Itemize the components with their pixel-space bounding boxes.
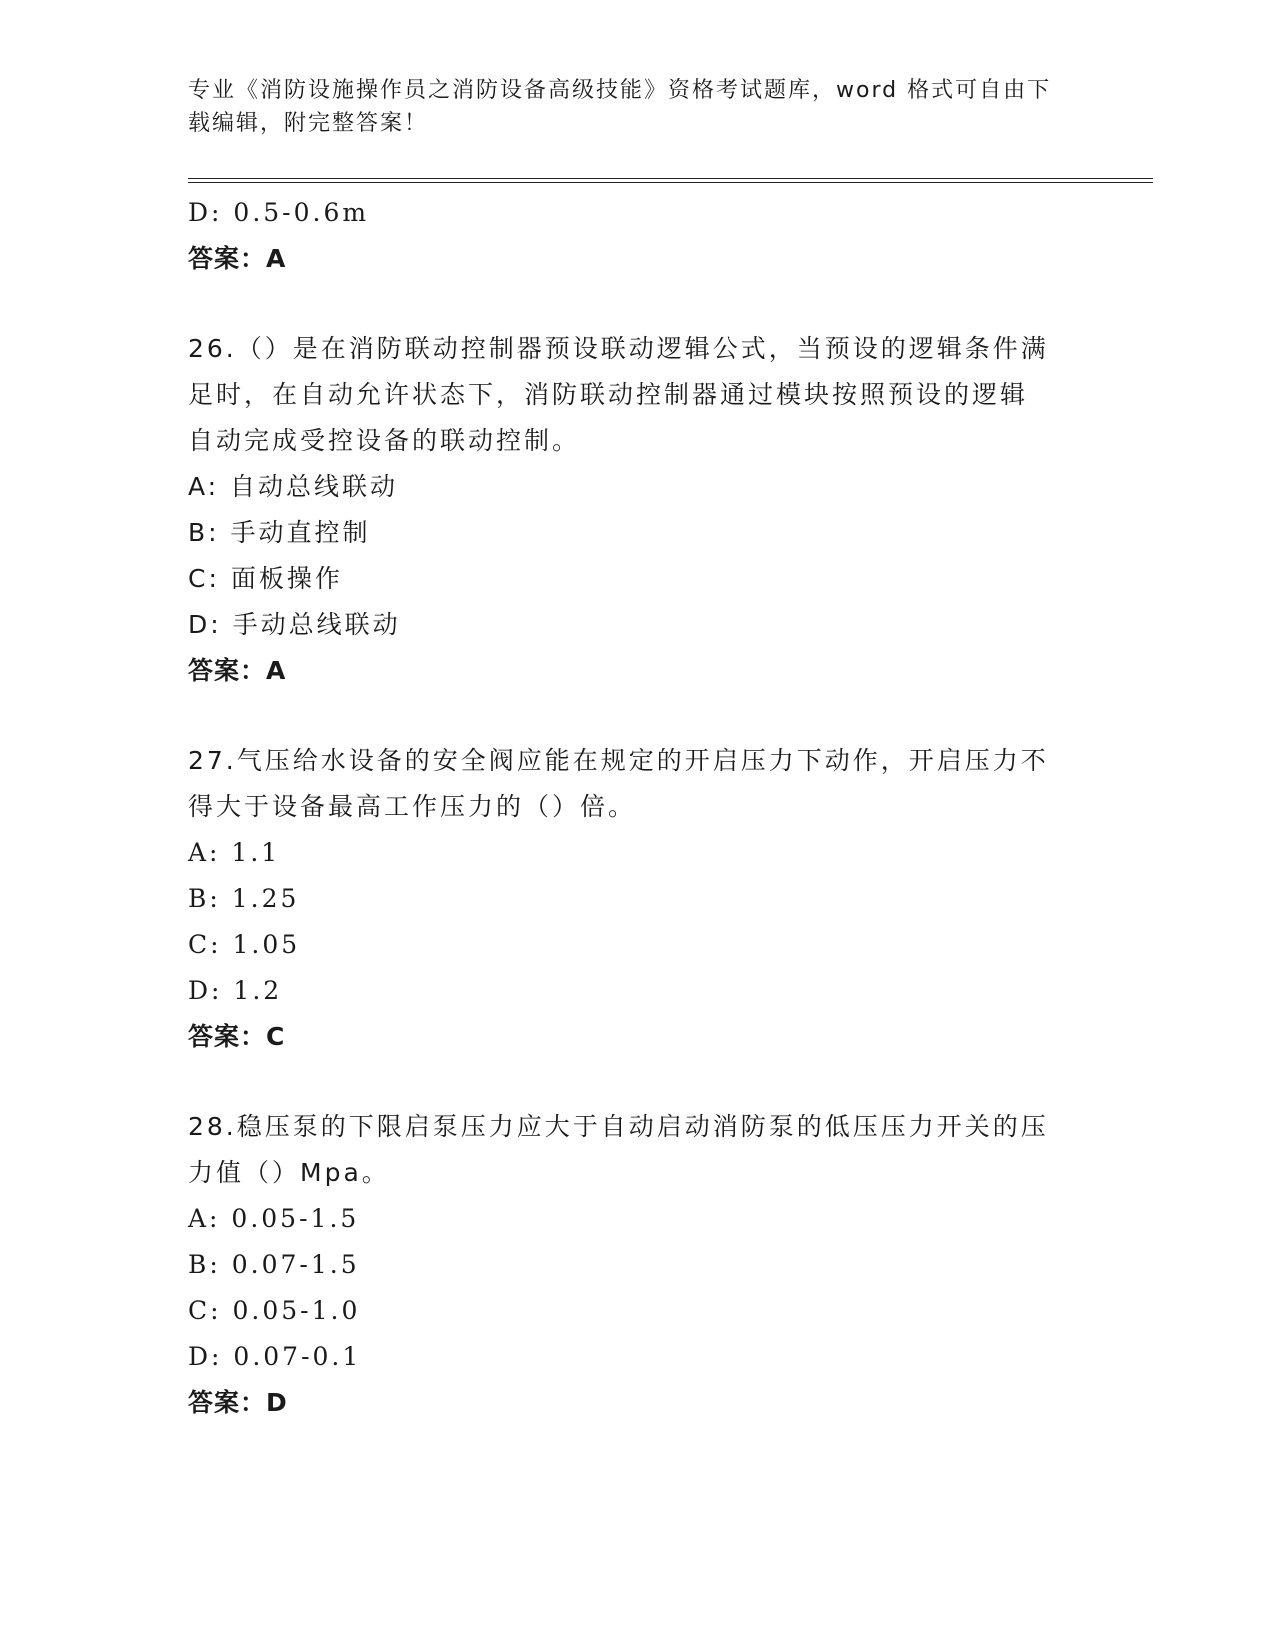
question-stem-line: 28.稳压泵的下限启泵压力应大于自动启动消防泵的低压压力开关的压 [188, 1112, 1049, 1141]
header-double-rule [188, 178, 1153, 183]
question-26 [188, 326, 1088, 694]
option-c: C: 面板操作 [188, 564, 343, 593]
header-line-1: 专业《消防设施操作员之消防设备高级技能》资格考试题库，word 格式可自由下 [188, 78, 1052, 103]
option-b: B: 1.25 [188, 884, 300, 913]
option-b: B: 手动直控制 [188, 518, 371, 547]
question-27 [188, 738, 1088, 1060]
answer: 答案：C [188, 1022, 286, 1051]
answer: 答案：A [188, 656, 287, 685]
question-stem-line: 自动完成受控设备的联动控制。 [188, 426, 581, 455]
option-c: C: 0.05-1.0 [188, 1296, 361, 1325]
answer: 答案：A [188, 244, 287, 273]
previous-question-tail [188, 190, 1088, 282]
option-d: D: 0.5-0.6m [188, 198, 370, 227]
option-d: D: 0.07-0.1 [188, 1342, 362, 1371]
question-28 [188, 1104, 1088, 1426]
option-a: A: 1.1 [188, 838, 281, 867]
question-stem-line: 足时，在自动允许状态下，消防联动控制器通过模块按照预设的逻辑 [188, 380, 1029, 409]
page-header [188, 74, 1068, 140]
question-stem-line: 27.气压给水设备的安全阀应能在规定的开启压力下动作，开启压力不 [188, 746, 1049, 775]
option-b: B: 0.07-1.5 [188, 1250, 360, 1279]
question-stem-line: 得大于设备最高工作压力的（）倍。 [188, 792, 637, 821]
answer: 答案：D [188, 1388, 288, 1417]
option-c: C: 1.05 [188, 930, 301, 959]
question-stem-line: 力值（）Mpa。 [188, 1158, 390, 1187]
document-body [188, 190, 1088, 1426]
option-d: D: 1.2 [188, 976, 283, 1005]
option-a: A: 自动总线联动 [188, 472, 399, 501]
header-line-2: 载编辑，附完整答案！ [188, 111, 429, 136]
option-d: D: 手动总线联动 [188, 610, 401, 639]
question-stem-line: 26.（）是在消防联动控制器预设联动逻辑公式，当预设的逻辑条件满 [188, 334, 1049, 363]
option-a: A: 0.05-1.5 [188, 1204, 360, 1233]
